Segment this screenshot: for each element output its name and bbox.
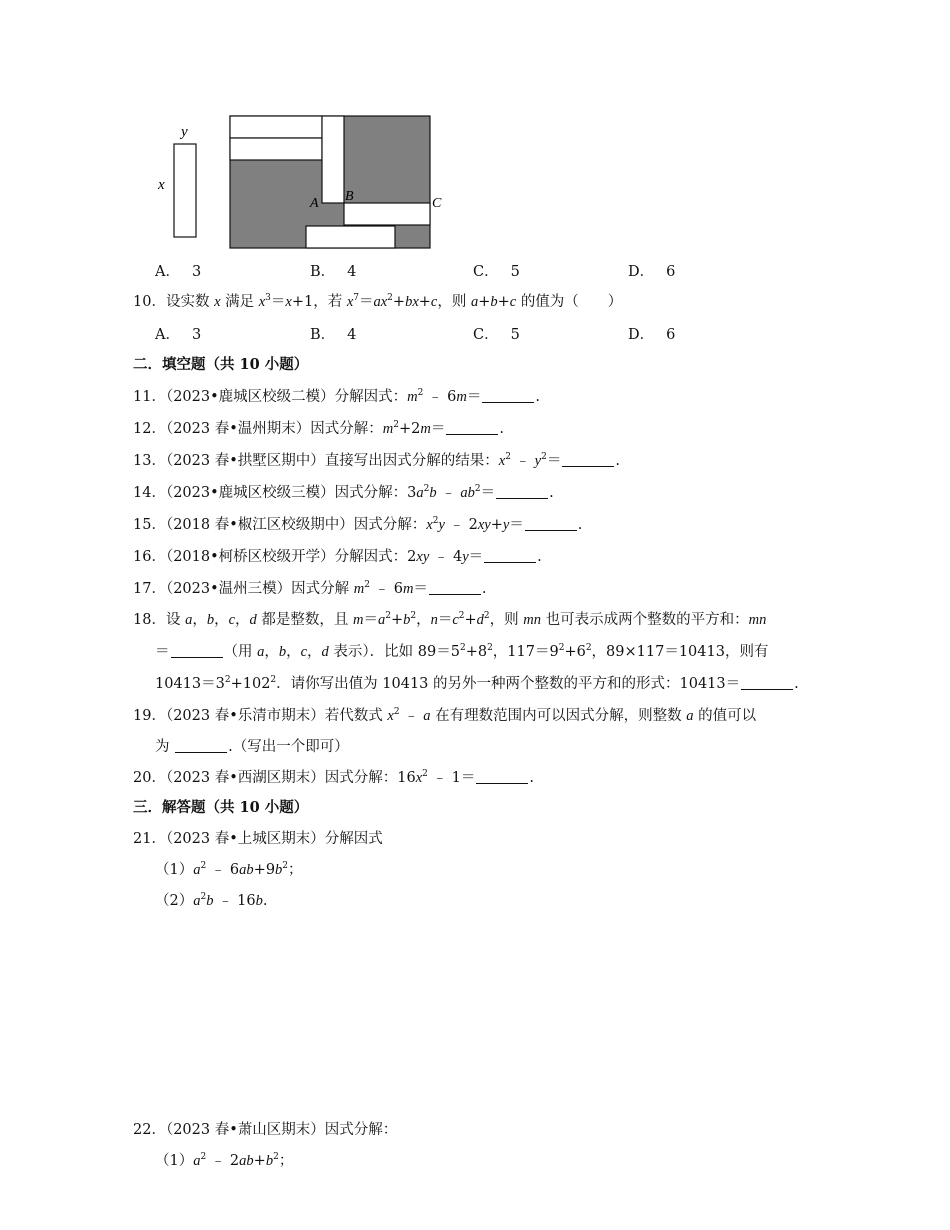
question-22: 22．（2023 春•萧山区期末）因式分解： [133, 1122, 398, 1138]
question-13: 13．（2023 春•拱墅区期中）直接写出因式分解的结果：$x^2$ ﹣ $y^2=$ . [133, 452, 620, 469]
strip-top-2 [230, 138, 322, 160]
question-20: 20．（2023 春•西湖区期末）因式分解：$16x^2$ ﹣ 1＝ . [133, 769, 534, 786]
strip-mid [344, 203, 430, 225]
label-x: x [158, 177, 165, 193]
label-a: A [310, 196, 319, 211]
question-22-part-1: $(1)a^2$ ﹣ $2ab+b^2$； [155, 1152, 294, 1169]
rectangle-figure [150, 112, 450, 254]
q10-option-c: C． 5 [473, 327, 520, 343]
q10-option-d: D． 6 [628, 327, 676, 343]
strip-vertical [322, 116, 344, 203]
label-c: C [432, 196, 442, 211]
q9-option-b: B． 4 [310, 264, 357, 280]
answer-blank [482, 389, 534, 403]
q9-option-d: D． 6 [628, 264, 676, 280]
question-11: 11．（2023•鹿城区校级二模）分解因式：$m^2$ ﹣ 6m＝ . [133, 388, 540, 405]
question-18-line-3: $10413=3^2+102^2$．请你写出值为 10413 的另外一种两个整数的平方和的形式：10413＝ . [155, 675, 799, 692]
answer-blank [496, 485, 548, 499]
answer-blank [525, 517, 577, 531]
question-14: 14．（2023•鹿城区校级三模）因式分解：$3a^2b$ ﹣ $ab^2=$ . [133, 484, 554, 501]
label-y: y [181, 124, 188, 140]
question-15: 15．（2018 春•椒江区校级期中）因式分解：$x^2y$ ﹣ 2xy+y＝ . [133, 516, 583, 533]
question-21-part-1: $(1)a^2$ ﹣ $6ab+9b^2$； [155, 861, 303, 878]
q10-option-b: B． 4 [310, 327, 357, 343]
answer-blank [484, 549, 536, 563]
answer-blank [476, 770, 528, 784]
q9-option-c: C． 5 [473, 264, 520, 280]
answer-blank [175, 739, 227, 753]
q9-option-a: A． 3 [155, 264, 202, 280]
question-12: 12．（2023 春•温州期末）因式分解：$m^2+2m=$ . [133, 420, 504, 437]
question-10: 10．设实数 x 满足 $x^3=x+1$，若 $x^7=ax^2+bx+c$，则 a+b+c 的值为（ ） [133, 293, 623, 310]
question-18-line-2: ＝ （用 a，b，c，d 表示）．比如 $89=5^2+8^2$，$117=9^2+6^2$，89×117＝10413，则有 [155, 643, 769, 660]
question-16: 16．（2018•柯桥区校级开学）分解因式：2xy ﹣ 4y＝ . [133, 549, 542, 565]
answer-blank [446, 421, 498, 435]
strip-bottom [306, 226, 395, 248]
section-2-heading: 二．填空题（共 10 小题） [133, 356, 309, 373]
section-3-heading: 三．解答题（共 10 小题） [133, 799, 309, 816]
q10-option-a: A． 3 [155, 327, 202, 343]
question-21: 21．（2023 春•上城区期末）分解因式 [133, 831, 383, 847]
question-17: 17．（2023•温州三模）因式分解 $m^2$ ﹣ 6m＝ . [133, 580, 487, 597]
question-19-line-2: 为 .（写出一个即可） [155, 739, 349, 755]
answer-blank [429, 581, 481, 595]
answer-blank [741, 676, 793, 690]
answer-blank [562, 453, 614, 467]
small-rectangle [174, 144, 196, 237]
question-19-line-1: 19．（2023 春•乐清市期末）若代数式 $x^2$ ﹣ a 在有理数范围内可以因式分解，则整数 a 的值可以 [133, 707, 757, 724]
question-21-part-2: $(2)a^2b$ ﹣ 16b. [155, 892, 268, 909]
answer-blank [171, 644, 223, 658]
label-b: B [345, 189, 354, 204]
question-18-line-1: 18．设 a，b，c，d 都是整数，且 $m=a^2+b^2$，$n=c^2+d^2$，则 mn 也可表示成两个整数的平方和：mn [133, 611, 767, 628]
strip-top-1 [230, 116, 322, 138]
